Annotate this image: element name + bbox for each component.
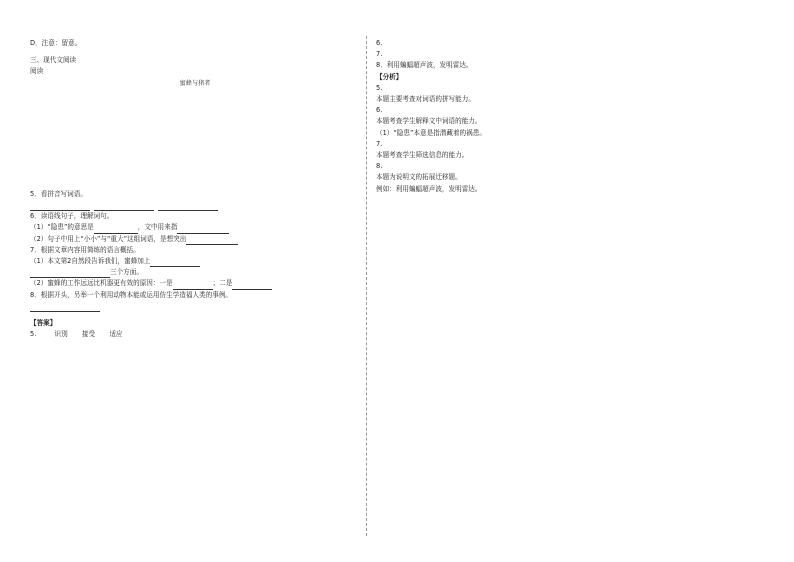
question-7-1 <box>30 256 360 267</box>
answer-6-line-1: 6. <box>376 39 383 47</box>
blank <box>158 202 218 211</box>
answer-5-word-1: 识别 <box>54 330 68 339</box>
passage-title: 蜜蜂与猪者 <box>179 79 211 87</box>
right-column <box>376 38 752 195</box>
blank <box>94 202 154 211</box>
answer-5-number: 5. <box>30 330 37 339</box>
analysis-7-line-1: 本题考查学生筛选信息的能力。 <box>376 151 469 160</box>
question-5: 5．看拼音写词语。 <box>30 189 87 198</box>
analysis-header: 【分析】 <box>376 72 403 81</box>
analysis-6-line-2: （1）“隐患”本意是指潜藏着的祸患。 <box>376 128 486 137</box>
analysis-8-number: 8. <box>376 162 383 171</box>
analysis-5-number: 5. <box>376 83 383 92</box>
blank <box>30 269 110 278</box>
blank <box>232 281 272 290</box>
q5-blanks <box>30 200 360 211</box>
reading-label: 阅读 <box>30 67 44 76</box>
blank <box>150 258 200 267</box>
left-column <box>30 38 360 340</box>
answer-5 <box>30 329 360 340</box>
q6-1-text-b: ，文中用来指 <box>137 223 178 232</box>
answer-7-line-1: 7. <box>376 50 383 59</box>
q7-2-text-b: ；二是 <box>212 279 233 288</box>
analysis-8-line-1: 本题为说明文的拓展迁移题。 <box>376 173 462 182</box>
blank <box>177 225 229 234</box>
analysis-5-line-1: 本题主要考查对词语的拼写能力。 <box>376 95 475 104</box>
q7-2-text-a: （2）蜜蜂的工作远远比机器更有效的原因：一是 <box>30 279 173 288</box>
blank <box>30 202 90 211</box>
analysis-6-number: 6. <box>376 106 383 115</box>
q6-2-text: （2）句子中用上“小小”与“重大”这组词语，是想突出 <box>30 234 187 243</box>
answer-5-word-2: 接受 <box>81 330 96 339</box>
q6-1-text-a: （1）“隐患”的意思是 <box>30 223 94 232</box>
q7-1-text-b: 三个方面。 <box>110 268 143 277</box>
answer-5-word-3: 适应 <box>109 330 123 339</box>
question-6-2 <box>30 234 360 245</box>
analysis-7-number: 7. <box>376 139 383 148</box>
blank <box>173 281 213 290</box>
question-8: 8．根据开头，另举一个利用动物本能或运用仿生学造福人类的事例。 <box>30 290 233 299</box>
q7-1-text: （1）本文第2自然段告诉我们，蜜蜂加上 <box>30 257 151 266</box>
question-6: 6．读语线句子，理解词句。 <box>30 212 114 221</box>
question-7-2 <box>30 278 360 289</box>
question-6-1 <box>30 222 360 233</box>
analysis-8-line-2: 例如：利用蝙蝠超声波，发明雷达。 <box>376 184 482 193</box>
question-7-1-cont <box>30 267 360 278</box>
column-divider <box>366 36 367 536</box>
blank <box>94 225 138 234</box>
question-7: 7．根据文章内容用简练的语言概括。 <box>30 245 140 254</box>
blank <box>186 236 238 245</box>
section-heading: 三、现代文阅读 <box>30 56 77 65</box>
answer-header: 【答案】 <box>30 318 57 327</box>
option-d: D．注意：留意。 <box>30 39 82 47</box>
answer-8: 8．利用蝙蝠超声波，发明雷达。 <box>376 61 473 70</box>
analysis-6-line-1: 本题考查学生解释文中词语的能力。 <box>376 117 482 126</box>
answer-line <box>30 301 100 312</box>
